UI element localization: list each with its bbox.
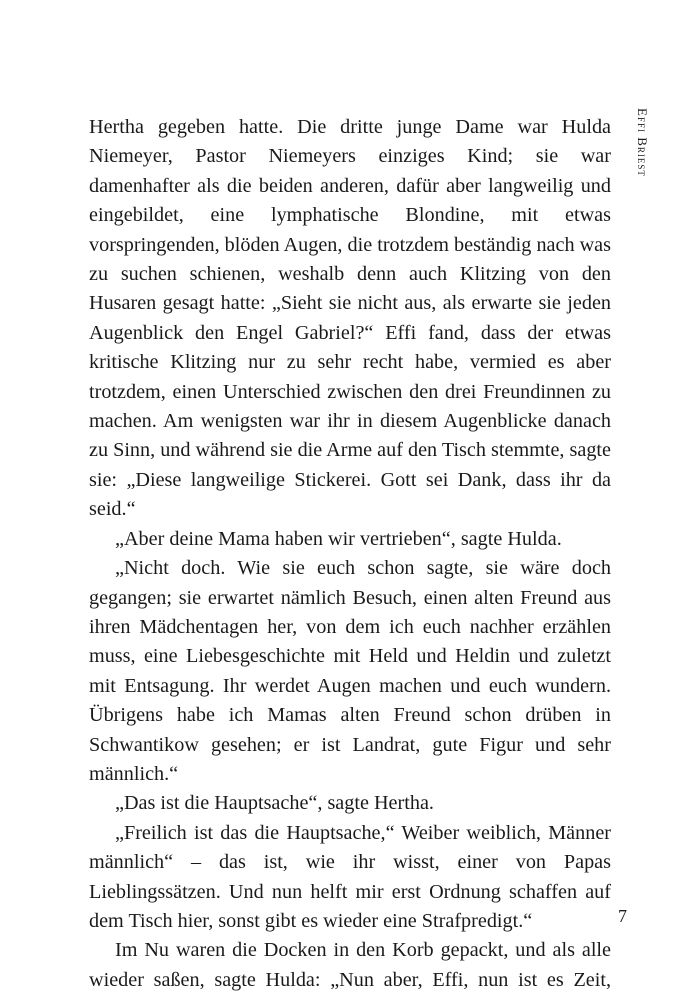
paragraph-3: „Nicht doch. Wie sie euch schon sagte, sie wäre doch gegangen; sie erwartet nämlich Besuch, einen alten Freund aus ihren Mädchentagen her, von dem ich euch nachher erzählen muss, eine Liebesgeschichte mit Held und Heldin und zuletzt mit Entsagung. Ihr werdet Augen machen und euch wundern. Übrigens habe ich Mamas alten Freund schon drüben in Schwantikow gesehen; er ist Landrat, gute Figur und sehr männlich.“	[89, 557, 611, 785]
body-text	[89, 113, 611, 995]
page-number: 7	[618, 906, 627, 926]
running-head: Effi Briest	[635, 108, 650, 177]
paragraph-5: „Freilich ist das die Hauptsache,“ Weiber weiblich, Männer männlich“ – das ist, wie ihr wisst, einer von Papas Lieblingssätzen. Und nun helft mir erst Ordnung schaffen auf dem Tisch hier, sonst gibt es wieder eine Strafpredigt.“	[89, 821, 611, 932]
paragraph-1: Hertha gegeben hatte. Die dritte junge Dame war Hulda Niemeyer, Pastor Niemeyers einziges Kind; sie war damenhafter als die beiden anderen, dafür aber langweilig und eingebildet, eine lymphatische Blondine, mit etwas vorspringenden, blöden Augen, die trotzdem beständig nach was zu suchen schienen, weshalb denn auch Klitzing von den Husaren gesagt hatte: „Sieht sie nicht aus, als erwarte sie jeden Augenblick den Engel Gabriel?“ Effi fand, dass der etwas kritische Klitzing nur zu sehr recht habe, vermied es aber trotzdem, einen Unterschied zwischen den drei Freundinnen zu machen. Am wenigsten war ihr in diesem Augenblicke danach zu Sinn, und während sie die Arme auf den Tisch stemmte, sagte sie: „Diese langweilige Stickerei. Gott sei Dank, dass ihr da seid.“	[89, 116, 611, 521]
paragraph-4: „Das ist die Hauptsache“, sagte Hertha.	[115, 792, 434, 815]
paragraph-6: Im Nu waren die Docken in den Korb gepackt, und als alle wieder saßen, sagte Hulda: „Nun aber, Effi, nun ist es Zeit,	[89, 939, 611, 991]
paragraph-2: „Aber deine Mama haben wir vertrieben“, sagte Hulda.	[115, 527, 562, 550]
